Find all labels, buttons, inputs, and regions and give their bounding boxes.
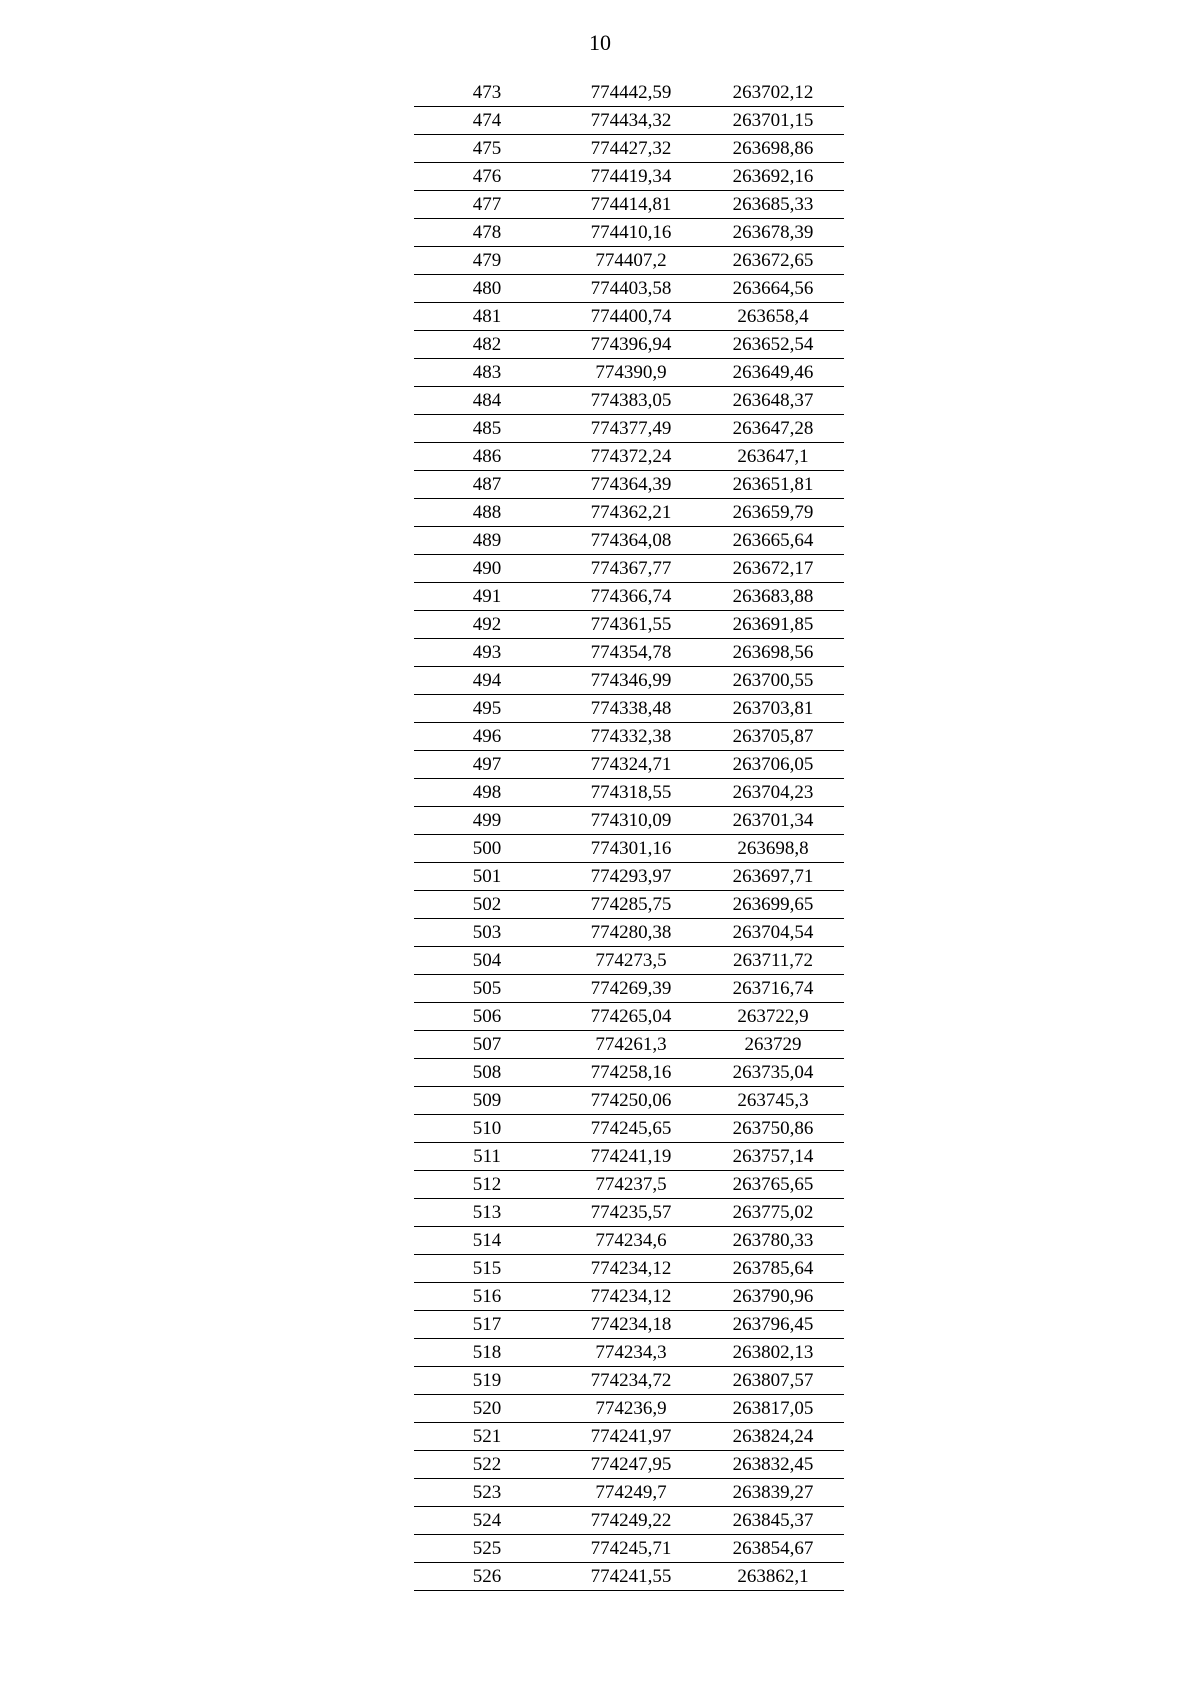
y-coordinate-cell: 263722,9 <box>702 1003 844 1031</box>
point-number-cell: 513 <box>414 1199 560 1227</box>
table-row <box>414 163 844 191</box>
point-number-cell: 518 <box>414 1339 560 1367</box>
y-coordinate-cell: 263697,71 <box>702 863 844 891</box>
point-number-cell: 523 <box>414 1479 560 1507</box>
table-row <box>414 1199 844 1227</box>
x-coordinate-cell: 774234,12 <box>560 1283 702 1311</box>
x-coordinate-cell: 774367,77 <box>560 555 702 583</box>
y-coordinate-cell: 263672,65 <box>702 247 844 275</box>
point-number-cell: 474 <box>414 107 560 135</box>
point-number-cell: 499 <box>414 807 560 835</box>
x-coordinate-cell: 774250,06 <box>560 1087 702 1115</box>
table-row <box>414 1535 844 1563</box>
table-row <box>414 1339 844 1367</box>
x-coordinate-cell: 774414,81 <box>560 191 702 219</box>
table-row <box>414 695 844 723</box>
point-number-cell: 516 <box>414 1283 560 1311</box>
table-row <box>414 1423 844 1451</box>
y-coordinate-cell: 263705,87 <box>702 723 844 751</box>
table-row <box>414 1367 844 1395</box>
point-number-cell: 501 <box>414 863 560 891</box>
x-coordinate-cell: 774361,55 <box>560 611 702 639</box>
table-row <box>414 1563 844 1591</box>
y-coordinate-cell: 263807,57 <box>702 1367 844 1395</box>
point-number-cell: 487 <box>414 471 560 499</box>
x-coordinate-cell: 774249,22 <box>560 1507 702 1535</box>
y-coordinate-cell: 263862,1 <box>702 1563 844 1591</box>
x-coordinate-cell: 774234,12 <box>560 1255 702 1283</box>
point-number-cell: 510 <box>414 1115 560 1143</box>
point-number-cell: 503 <box>414 919 560 947</box>
table-row <box>414 947 844 975</box>
table-row <box>414 303 844 331</box>
table-row <box>414 1283 844 1311</box>
y-coordinate-cell: 263824,24 <box>702 1423 844 1451</box>
x-coordinate-cell: 774273,5 <box>560 947 702 975</box>
point-number-cell: 512 <box>414 1171 560 1199</box>
point-number-cell: 482 <box>414 331 560 359</box>
y-coordinate-cell: 263711,72 <box>702 947 844 975</box>
table-row <box>414 1479 844 1507</box>
point-number-cell: 504 <box>414 947 560 975</box>
y-coordinate-cell: 263735,04 <box>702 1059 844 1087</box>
table-row <box>414 1395 844 1423</box>
point-number-cell: 497 <box>414 751 560 779</box>
y-coordinate-cell: 263706,05 <box>702 751 844 779</box>
y-coordinate-cell: 263698,56 <box>702 639 844 667</box>
x-coordinate-cell: 774269,39 <box>560 975 702 1003</box>
y-coordinate-cell: 263802,13 <box>702 1339 844 1367</box>
x-coordinate-cell: 774346,99 <box>560 667 702 695</box>
table-row <box>414 891 844 919</box>
x-coordinate-cell: 774261,3 <box>560 1031 702 1059</box>
point-number-cell: 483 <box>414 359 560 387</box>
x-coordinate-cell: 774332,38 <box>560 723 702 751</box>
point-number-cell: 492 <box>414 611 560 639</box>
table-row <box>414 1115 844 1143</box>
point-number-cell: 491 <box>414 583 560 611</box>
x-coordinate-cell: 774234,6 <box>560 1227 702 1255</box>
x-coordinate-cell: 774234,72 <box>560 1367 702 1395</box>
table-row <box>414 135 844 163</box>
point-number-cell: 526 <box>414 1563 560 1591</box>
point-number-cell: 476 <box>414 163 560 191</box>
table-row <box>414 443 844 471</box>
y-coordinate-cell: 263692,16 <box>702 163 844 191</box>
x-coordinate-cell: 774364,39 <box>560 471 702 499</box>
y-coordinate-cell: 263649,46 <box>702 359 844 387</box>
table-row <box>414 415 844 443</box>
point-number-cell: 517 <box>414 1311 560 1339</box>
point-number-cell: 477 <box>414 191 560 219</box>
point-number-cell: 478 <box>414 219 560 247</box>
y-coordinate-cell: 263790,96 <box>702 1283 844 1311</box>
x-coordinate-cell: 774434,32 <box>560 107 702 135</box>
table-row <box>414 611 844 639</box>
point-number-cell: 520 <box>414 1395 560 1423</box>
x-coordinate-cell: 774265,04 <box>560 1003 702 1031</box>
x-coordinate-cell: 774285,75 <box>560 891 702 919</box>
point-number-cell: 522 <box>414 1451 560 1479</box>
point-number-cell: 475 <box>414 135 560 163</box>
y-coordinate-cell: 263699,65 <box>702 891 844 919</box>
x-coordinate-cell: 774396,94 <box>560 331 702 359</box>
y-coordinate-cell: 263854,67 <box>702 1535 844 1563</box>
y-coordinate-cell: 263685,33 <box>702 191 844 219</box>
x-coordinate-cell: 774338,48 <box>560 695 702 723</box>
x-coordinate-cell: 774258,16 <box>560 1059 702 1087</box>
y-coordinate-cell: 263678,39 <box>702 219 844 247</box>
point-number-cell: 511 <box>414 1143 560 1171</box>
point-number-cell: 496 <box>414 723 560 751</box>
x-coordinate-cell: 774234,18 <box>560 1311 702 1339</box>
x-coordinate-cell: 774377,49 <box>560 415 702 443</box>
page-number: 10 <box>589 30 611 55</box>
point-number-cell: 484 <box>414 387 560 415</box>
y-coordinate-cell: 263796,45 <box>702 1311 844 1339</box>
y-coordinate-cell: 263703,81 <box>702 695 844 723</box>
x-coordinate-cell: 774245,71 <box>560 1535 702 1563</box>
point-number-cell: 515 <box>414 1255 560 1283</box>
y-coordinate-cell: 263691,85 <box>702 611 844 639</box>
x-coordinate-cell: 774245,65 <box>560 1115 702 1143</box>
point-number-cell: 519 <box>414 1367 560 1395</box>
point-number-cell: 502 <box>414 891 560 919</box>
table-row <box>414 1171 844 1199</box>
point-number-cell: 525 <box>414 1535 560 1563</box>
table-row <box>414 247 844 275</box>
point-number-cell: 486 <box>414 443 560 471</box>
y-coordinate-cell: 263780,33 <box>702 1227 844 1255</box>
x-coordinate-cell: 774400,74 <box>560 303 702 331</box>
x-coordinate-cell: 774235,57 <box>560 1199 702 1227</box>
table-row <box>414 975 844 1003</box>
y-coordinate-cell: 263647,1 <box>702 443 844 471</box>
table-row <box>414 471 844 499</box>
table-row <box>414 1507 844 1535</box>
table-row <box>414 219 844 247</box>
point-number-cell: 480 <box>414 275 560 303</box>
point-number-cell: 494 <box>414 667 560 695</box>
y-coordinate-cell: 263652,54 <box>702 331 844 359</box>
x-coordinate-cell: 774241,55 <box>560 1563 702 1591</box>
point-number-cell: 490 <box>414 555 560 583</box>
x-coordinate-cell: 774419,34 <box>560 163 702 191</box>
y-coordinate-cell: 263765,65 <box>702 1171 844 1199</box>
x-coordinate-cell: 774241,97 <box>560 1423 702 1451</box>
table-row <box>414 1311 844 1339</box>
table-row <box>414 1451 844 1479</box>
y-coordinate-cell: 263659,79 <box>702 499 844 527</box>
x-coordinate-cell: 774383,05 <box>560 387 702 415</box>
point-number-cell: 509 <box>414 1087 560 1115</box>
point-number-cell: 498 <box>414 779 560 807</box>
table-row <box>414 1059 844 1087</box>
y-coordinate-cell: 263664,56 <box>702 275 844 303</box>
table-row <box>414 583 844 611</box>
table-row <box>414 359 844 387</box>
y-coordinate-cell: 263750,86 <box>702 1115 844 1143</box>
point-number-cell: 514 <box>414 1227 560 1255</box>
table-row <box>414 555 844 583</box>
point-number-cell: 479 <box>414 247 560 275</box>
point-number-cell: 485 <box>414 415 560 443</box>
y-coordinate-cell: 263683,88 <box>702 583 844 611</box>
table-row <box>414 807 844 835</box>
y-coordinate-cell: 263817,05 <box>702 1395 844 1423</box>
table-row <box>414 723 844 751</box>
table-row <box>414 751 844 779</box>
y-coordinate-cell: 263704,23 <box>702 779 844 807</box>
x-coordinate-cell: 774324,71 <box>560 751 702 779</box>
x-coordinate-cell: 774247,95 <box>560 1451 702 1479</box>
x-coordinate-cell: 774366,74 <box>560 583 702 611</box>
y-coordinate-cell: 263839,27 <box>702 1479 844 1507</box>
x-coordinate-cell: 774390,9 <box>560 359 702 387</box>
y-coordinate-cell: 263745,3 <box>702 1087 844 1115</box>
x-coordinate-cell: 774442,59 <box>560 79 702 107</box>
y-coordinate-cell: 263716,74 <box>702 975 844 1003</box>
y-coordinate-cell: 263698,86 <box>702 135 844 163</box>
point-number-cell: 506 <box>414 1003 560 1031</box>
x-coordinate-cell: 774372,24 <box>560 443 702 471</box>
x-coordinate-cell: 774301,16 <box>560 835 702 863</box>
coordinates-table-body <box>414 79 844 1591</box>
point-number-cell: 524 <box>414 1507 560 1535</box>
x-coordinate-cell: 774237,5 <box>560 1171 702 1199</box>
x-coordinate-cell: 774234,3 <box>560 1339 702 1367</box>
point-number-cell: 500 <box>414 835 560 863</box>
x-coordinate-cell: 774410,16 <box>560 219 702 247</box>
table-row <box>414 1003 844 1031</box>
y-coordinate-cell: 263704,54 <box>702 919 844 947</box>
point-number-cell: 489 <box>414 527 560 555</box>
y-coordinate-cell: 263845,37 <box>702 1507 844 1535</box>
table-row <box>414 331 844 359</box>
table-row <box>414 1031 844 1059</box>
table-row <box>414 1087 844 1115</box>
table-row <box>414 1143 844 1171</box>
point-number-cell: 505 <box>414 975 560 1003</box>
y-coordinate-cell: 263832,45 <box>702 1451 844 1479</box>
x-coordinate-cell: 774407,2 <box>560 247 702 275</box>
table-row <box>414 499 844 527</box>
x-coordinate-cell: 774362,21 <box>560 499 702 527</box>
y-coordinate-cell: 263775,02 <box>702 1199 844 1227</box>
y-coordinate-cell: 263701,15 <box>702 107 844 135</box>
point-number-cell: 507 <box>414 1031 560 1059</box>
x-coordinate-cell: 774354,78 <box>560 639 702 667</box>
y-coordinate-cell: 263701,34 <box>702 807 844 835</box>
table-row <box>414 275 844 303</box>
y-coordinate-cell: 263672,17 <box>702 555 844 583</box>
point-number-cell: 508 <box>414 1059 560 1087</box>
x-coordinate-cell: 774241,19 <box>560 1143 702 1171</box>
y-coordinate-cell: 263729 <box>702 1031 844 1059</box>
table-row <box>414 639 844 667</box>
x-coordinate-cell: 774364,08 <box>560 527 702 555</box>
x-coordinate-cell: 774249,7 <box>560 1479 702 1507</box>
x-coordinate-cell: 774403,58 <box>560 275 702 303</box>
coordinates-table <box>414 79 844 1591</box>
y-coordinate-cell: 263757,14 <box>702 1143 844 1171</box>
table-row <box>414 863 844 891</box>
x-coordinate-cell: 774236,9 <box>560 1395 702 1423</box>
y-coordinate-cell: 263651,81 <box>702 471 844 499</box>
point-number-cell: 521 <box>414 1423 560 1451</box>
y-coordinate-cell: 263647,28 <box>702 415 844 443</box>
point-number-cell: 473 <box>414 79 560 107</box>
x-coordinate-cell: 774427,32 <box>560 135 702 163</box>
table-row <box>414 779 844 807</box>
table-row <box>414 1227 844 1255</box>
x-coordinate-cell: 774310,09 <box>560 807 702 835</box>
y-coordinate-cell: 263698,8 <box>702 835 844 863</box>
table-row <box>414 1255 844 1283</box>
table-row <box>414 191 844 219</box>
y-coordinate-cell: 263785,64 <box>702 1255 844 1283</box>
y-coordinate-cell: 263702,12 <box>702 79 844 107</box>
table-row <box>414 919 844 947</box>
table-row <box>414 107 844 135</box>
point-number-cell: 493 <box>414 639 560 667</box>
table-row <box>414 387 844 415</box>
x-coordinate-cell: 774318,55 <box>560 779 702 807</box>
table-row <box>414 79 844 107</box>
y-coordinate-cell: 263658,4 <box>702 303 844 331</box>
x-coordinate-cell: 774293,97 <box>560 863 702 891</box>
point-number-cell: 481 <box>414 303 560 331</box>
y-coordinate-cell: 263665,64 <box>702 527 844 555</box>
table-row <box>414 527 844 555</box>
y-coordinate-cell: 263700,55 <box>702 667 844 695</box>
point-number-cell: 488 <box>414 499 560 527</box>
x-coordinate-cell: 774280,38 <box>560 919 702 947</box>
point-number-cell: 495 <box>414 695 560 723</box>
table-row <box>414 667 844 695</box>
table-row <box>414 835 844 863</box>
y-coordinate-cell: 263648,37 <box>702 387 844 415</box>
